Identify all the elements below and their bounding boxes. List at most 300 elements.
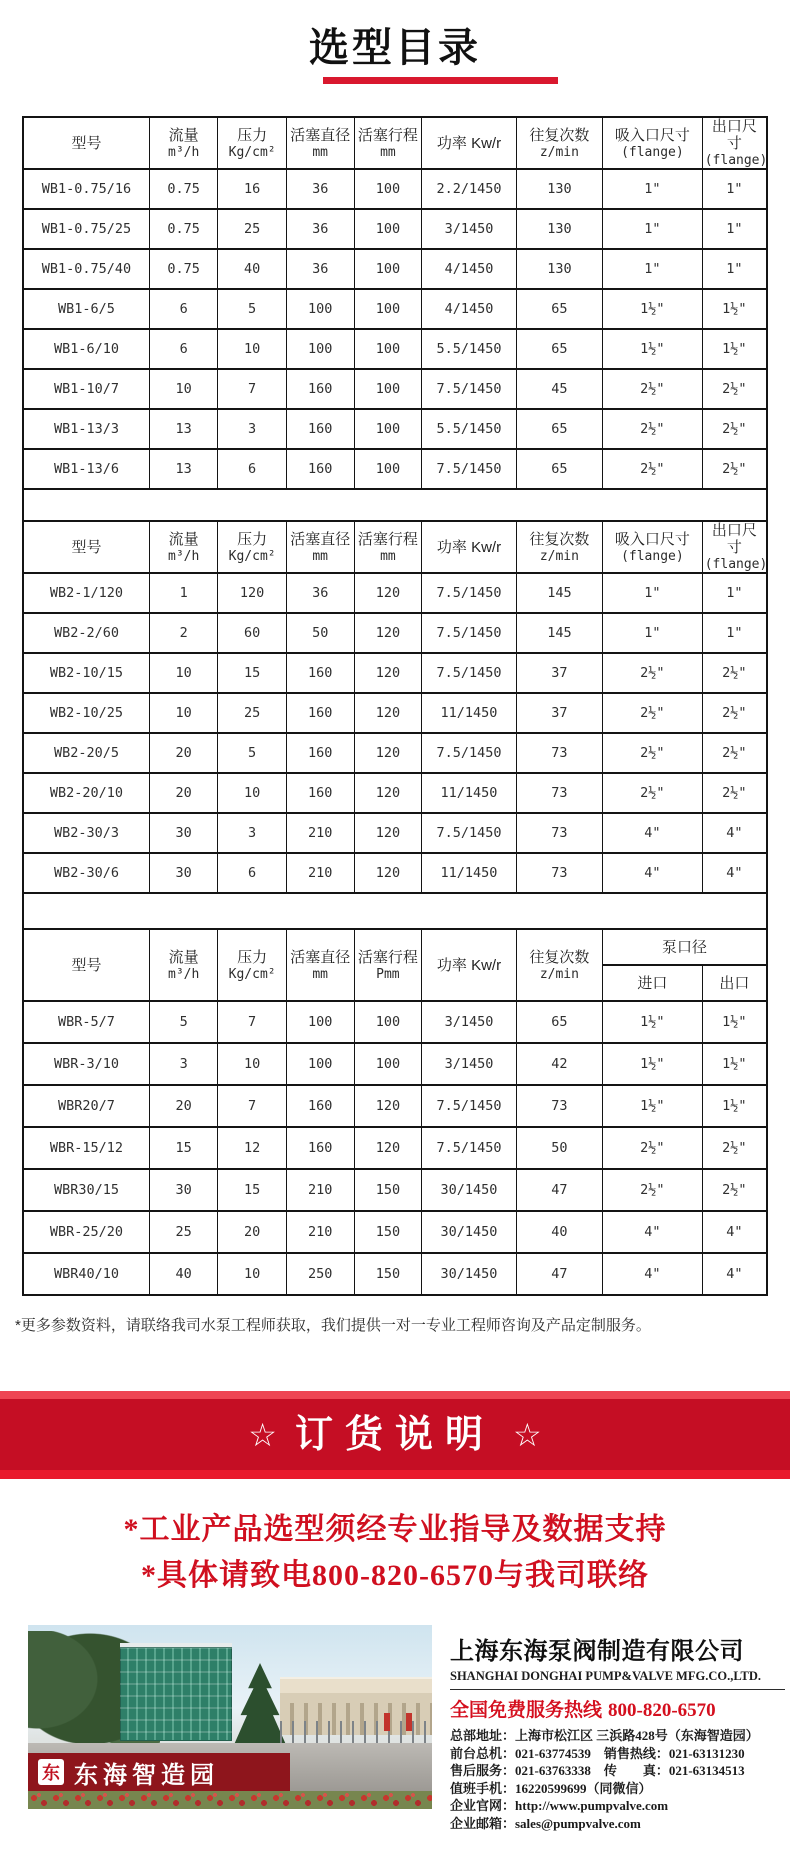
contact-line-website[interactable]: 企业官网：http://www.pumpvalve.com bbox=[450, 1798, 669, 1813]
table-row bbox=[23, 169, 767, 209]
value-cell: 2½" bbox=[603, 1127, 703, 1169]
value-cell: 0.75 bbox=[149, 169, 217, 209]
value-cell: 37 bbox=[516, 693, 602, 733]
value-cell: 20 bbox=[149, 733, 217, 773]
table-row bbox=[23, 653, 767, 693]
table-row bbox=[23, 1211, 767, 1253]
value-cell: 7 bbox=[218, 1085, 286, 1127]
value-cell: 2½" bbox=[702, 1169, 767, 1211]
catalog-page bbox=[0, 16, 790, 1832]
spec-table-wb2 bbox=[22, 520, 768, 894]
table-row bbox=[23, 249, 767, 289]
value-cell: 1½" bbox=[702, 1043, 767, 1085]
value-cell: 2½" bbox=[603, 733, 703, 773]
value-cell: 73 bbox=[516, 733, 602, 773]
spec-table-wb1 bbox=[22, 116, 768, 490]
value-cell: 2½" bbox=[702, 653, 767, 693]
star-icon: ☆ bbox=[248, 1417, 277, 1453]
order-notice-banner bbox=[0, 1391, 790, 1479]
value-cell: 4" bbox=[603, 1253, 703, 1295]
value-cell: 7.5/1450 bbox=[422, 1085, 516, 1127]
table-row bbox=[23, 369, 767, 409]
col-header-pressure: 压力 Kg/cm² bbox=[218, 521, 286, 573]
value-cell: 120 bbox=[354, 653, 422, 693]
value-cell: 11/1450 bbox=[422, 853, 516, 893]
value-cell: 130 bbox=[516, 169, 602, 209]
model-cell: WB1-6/10 bbox=[23, 329, 149, 369]
header-row bbox=[23, 117, 767, 169]
value-cell: 120 bbox=[354, 1085, 422, 1127]
value-cell: 5.5/1450 bbox=[422, 409, 516, 449]
value-cell: 7.5/1450 bbox=[422, 653, 516, 693]
col-header-outlet: 出口尺寸 (flange) bbox=[702, 117, 767, 169]
model-cell: WB1-0.75/16 bbox=[23, 169, 149, 209]
value-cell: 100 bbox=[286, 289, 354, 329]
model-cell: WB1-13/6 bbox=[23, 449, 149, 489]
value-cell: 3 bbox=[149, 1043, 217, 1085]
value-cell: 25 bbox=[218, 693, 286, 733]
header-row bbox=[23, 929, 767, 965]
value-cell: 7.5/1450 bbox=[422, 573, 516, 613]
value-cell: 2½" bbox=[702, 409, 767, 449]
col-header-flow: 流量 m³/h bbox=[149, 929, 217, 1001]
value-cell: 3 bbox=[218, 813, 286, 853]
col-header-piston-stroke: 活塞行程 mm bbox=[354, 117, 422, 169]
value-cell: 1" bbox=[702, 573, 767, 613]
red-flag-art bbox=[384, 1713, 390, 1731]
value-cell: 1½" bbox=[603, 1043, 703, 1085]
value-cell: 3/1450 bbox=[422, 209, 516, 249]
table-row bbox=[23, 613, 767, 653]
notice-lines bbox=[0, 1509, 790, 1597]
model-cell: WB2-10/25 bbox=[23, 693, 149, 733]
notice-line: *工业产品选型须经专业指导及数据支持 bbox=[123, 1513, 667, 1546]
value-cell: 16 bbox=[218, 169, 286, 209]
col-header-suction: 吸入口尺寸 (flange) bbox=[603, 117, 703, 169]
glass-building-art bbox=[120, 1643, 232, 1741]
value-cell: 2½" bbox=[603, 369, 703, 409]
value-cell: 50 bbox=[516, 1127, 602, 1169]
value-cell: 100 bbox=[354, 169, 422, 209]
table-gap bbox=[22, 490, 768, 520]
table-row bbox=[23, 1085, 767, 1127]
col-header-piston-stroke: 活塞行程 mm bbox=[354, 521, 422, 573]
value-cell: 30/1450 bbox=[422, 1169, 516, 1211]
model-cell: WBR20/7 bbox=[23, 1085, 149, 1127]
value-cell: 120 bbox=[354, 733, 422, 773]
value-cell: 4" bbox=[702, 853, 767, 893]
hotline-label: 全国免费服务热线 bbox=[450, 1700, 603, 1721]
value-cell: 120 bbox=[354, 1127, 422, 1169]
value-cell: 160 bbox=[286, 409, 354, 449]
value-cell: 160 bbox=[286, 369, 354, 409]
value-cell: 25 bbox=[149, 1211, 217, 1253]
value-cell: 2½" bbox=[603, 409, 703, 449]
value-cell: 1½" bbox=[603, 289, 703, 329]
value-cell: 1" bbox=[603, 613, 703, 653]
value-cell: 210 bbox=[286, 853, 354, 893]
table-row bbox=[23, 209, 767, 249]
value-cell: 6 bbox=[149, 329, 217, 369]
table-gap bbox=[22, 894, 768, 928]
value-cell: 2½" bbox=[603, 773, 703, 813]
value-cell: 1½" bbox=[702, 1085, 767, 1127]
col-header-outlet: 出口尺寸 (flange) bbox=[702, 521, 767, 573]
value-cell: 13 bbox=[149, 409, 217, 449]
table-row bbox=[23, 693, 767, 733]
value-cell: 6 bbox=[149, 289, 217, 329]
table-row bbox=[23, 813, 767, 853]
col-header-power: 功率 Kw/r bbox=[422, 521, 516, 573]
value-cell: 11/1450 bbox=[422, 773, 516, 813]
value-cell: 65 bbox=[516, 329, 602, 369]
value-cell: 100 bbox=[354, 289, 422, 329]
value-cell: 2½" bbox=[702, 1127, 767, 1169]
value-cell: 210 bbox=[286, 1211, 354, 1253]
star-icon: ☆ bbox=[513, 1417, 542, 1453]
value-cell: 100 bbox=[354, 369, 422, 409]
value-cell: 73 bbox=[516, 1085, 602, 1127]
notice-line: *具体请致电800-820-6570与我司联络 bbox=[141, 1559, 649, 1592]
value-cell: 37 bbox=[516, 653, 602, 693]
value-cell: 10 bbox=[149, 369, 217, 409]
value-cell: 10 bbox=[218, 329, 286, 369]
table-row bbox=[23, 773, 767, 813]
model-cell: WBR-15/12 bbox=[23, 1127, 149, 1169]
value-cell: 1" bbox=[603, 573, 703, 613]
value-cell: 100 bbox=[354, 329, 422, 369]
value-cell: 120 bbox=[354, 853, 422, 893]
value-cell: 120 bbox=[354, 693, 422, 733]
table-row bbox=[23, 573, 767, 613]
contact-line-address: 总部地址：上海市松江区 三浜路428号（东海智造园） bbox=[450, 1728, 759, 1743]
value-cell: 120 bbox=[354, 573, 422, 613]
col-header-model: 型号 bbox=[23, 521, 149, 573]
model-cell: WB1-10/7 bbox=[23, 369, 149, 409]
donghai-logo: 东 bbox=[38, 1759, 64, 1785]
col-header-piston-dia: 活塞直径 mm bbox=[286, 521, 354, 573]
value-cell: 0.75 bbox=[149, 249, 217, 289]
value-cell: 210 bbox=[286, 813, 354, 853]
col-header-piston-dia: 活塞直径 mm bbox=[286, 117, 354, 169]
value-cell: 65 bbox=[516, 289, 602, 329]
value-cell: 100 bbox=[354, 449, 422, 489]
value-cell: 4" bbox=[603, 853, 703, 893]
value-cell: 160 bbox=[286, 693, 354, 733]
table-row bbox=[23, 1127, 767, 1169]
value-cell: 36 bbox=[286, 249, 354, 289]
contact-line-service-fax: 售后服务：021-63763338 传 真：021-63134513 bbox=[450, 1763, 745, 1778]
value-cell: 3/1450 bbox=[422, 1001, 516, 1043]
col-header-piston-stroke: 活塞行程 Pmm bbox=[354, 929, 422, 1001]
model-cell: WB2-20/10 bbox=[23, 773, 149, 813]
model-cell: WB1-6/5 bbox=[23, 289, 149, 329]
model-cell: WB2-1/120 bbox=[23, 573, 149, 613]
value-cell: 1½" bbox=[603, 329, 703, 369]
value-cell: 2½" bbox=[702, 733, 767, 773]
table-row bbox=[23, 449, 767, 489]
col-header-model: 型号 bbox=[23, 929, 149, 1001]
flower-bed-art bbox=[28, 1791, 432, 1809]
value-cell: 5 bbox=[218, 733, 286, 773]
value-cell: 5.5/1450 bbox=[422, 329, 516, 369]
value-cell: 3 bbox=[218, 409, 286, 449]
value-cell: 2.2/1450 bbox=[422, 169, 516, 209]
value-cell: 42 bbox=[516, 1043, 602, 1085]
page-title: 选型目录 bbox=[309, 26, 481, 70]
value-cell: 36 bbox=[286, 169, 354, 209]
footnote: *更多参数资料，请联络我司水泵工程师获取，我们提供一对一专业工程师咨询及产品定制服务。 bbox=[15, 1317, 651, 1334]
value-cell: 30 bbox=[149, 813, 217, 853]
value-cell: 73 bbox=[516, 813, 602, 853]
value-cell: 3/1450 bbox=[422, 1043, 516, 1085]
spec-tables bbox=[22, 116, 768, 1296]
value-cell: 60 bbox=[218, 613, 286, 653]
value-cell: 100 bbox=[354, 409, 422, 449]
value-cell: 40 bbox=[516, 1211, 602, 1253]
value-cell: 100 bbox=[354, 1001, 422, 1043]
value-cell: 12 bbox=[218, 1127, 286, 1169]
value-cell: 4" bbox=[702, 1211, 767, 1253]
col-header-power: 功率 Kw/r bbox=[422, 117, 516, 169]
value-cell: 1½" bbox=[702, 289, 767, 329]
value-cell: 25 bbox=[218, 209, 286, 249]
model-cell: WB2-20/5 bbox=[23, 733, 149, 773]
value-cell: 20 bbox=[149, 1085, 217, 1127]
table-row bbox=[23, 289, 767, 329]
value-cell: 120 bbox=[354, 813, 422, 853]
col-header-recip: 往复次数 z/min bbox=[516, 117, 602, 169]
value-cell: 130 bbox=[516, 209, 602, 249]
value-cell: 65 bbox=[516, 1001, 602, 1043]
value-cell: 100 bbox=[286, 1001, 354, 1043]
value-cell: 47 bbox=[516, 1253, 602, 1295]
hotline-number: 800-820-6570 bbox=[608, 1700, 716, 1721]
value-cell: 50 bbox=[286, 613, 354, 653]
value-cell: 10 bbox=[149, 693, 217, 733]
table-row bbox=[23, 853, 767, 893]
value-cell: 100 bbox=[286, 329, 354, 369]
col-header-flow: 流量 m³/h bbox=[149, 521, 217, 573]
col-header-pressure: 压力 Kg/cm² bbox=[218, 117, 286, 169]
value-cell: 120 bbox=[354, 773, 422, 813]
value-cell: 15 bbox=[218, 653, 286, 693]
table-row bbox=[23, 1169, 767, 1211]
col-header-pressure: 压力 Kg/cm² bbox=[218, 929, 286, 1001]
park-sign-text: 东海智造园 bbox=[74, 1761, 219, 1789]
factory-photo bbox=[28, 1625, 432, 1809]
value-cell: 150 bbox=[354, 1253, 422, 1295]
value-cell: 30 bbox=[149, 1169, 217, 1211]
table-row bbox=[23, 329, 767, 369]
table-row bbox=[23, 733, 767, 773]
value-cell: 10 bbox=[218, 1043, 286, 1085]
col-header-model: 型号 bbox=[23, 117, 149, 169]
contact-line-email[interactable]: 企业邮箱：sales@pumpvalve.com bbox=[450, 1815, 641, 1831]
table-row bbox=[23, 1253, 767, 1295]
value-cell: 10 bbox=[149, 653, 217, 693]
table-row bbox=[23, 1043, 767, 1085]
value-cell: 160 bbox=[286, 1127, 354, 1169]
value-cell: 1" bbox=[603, 249, 703, 289]
value-cell: 2½" bbox=[603, 1169, 703, 1211]
value-cell: 7.5/1450 bbox=[422, 613, 516, 653]
value-cell: 0.75 bbox=[149, 209, 217, 249]
value-cell: 4" bbox=[702, 813, 767, 853]
footer bbox=[28, 1625, 790, 1832]
value-cell: 2½" bbox=[603, 653, 703, 693]
value-cell: 73 bbox=[516, 773, 602, 813]
hotline bbox=[450, 1695, 785, 1722]
value-cell: 45 bbox=[516, 369, 602, 409]
value-cell: 1½" bbox=[702, 1001, 767, 1043]
value-cell: 7 bbox=[218, 1001, 286, 1043]
value-cell: 1½" bbox=[603, 1085, 703, 1127]
value-cell: 160 bbox=[286, 1085, 354, 1127]
value-cell: 36 bbox=[286, 209, 354, 249]
col-header-power: 功率 Kw/r bbox=[422, 929, 516, 1001]
col-header-suction: 吸入口尺寸 (flange) bbox=[603, 521, 703, 573]
model-cell: WBR-5/7 bbox=[23, 1001, 149, 1043]
value-cell: 160 bbox=[286, 733, 354, 773]
value-cell: 6 bbox=[218, 853, 286, 893]
value-cell: 100 bbox=[354, 249, 422, 289]
col-header-pump-bore: 泵口径 bbox=[603, 929, 767, 965]
col-header-recip: 往复次数 z/min bbox=[516, 521, 602, 573]
value-cell: 30/1450 bbox=[422, 1253, 516, 1295]
value-cell: 40 bbox=[149, 1253, 217, 1295]
company-name-cn: 上海东海泵阀制造有限公司 bbox=[450, 1638, 744, 1665]
contact-line-mobile: 值班手机：16220599699（同微信） bbox=[450, 1780, 652, 1796]
header-row bbox=[23, 521, 767, 573]
value-cell: 120 bbox=[354, 613, 422, 653]
model-cell: WBR40/10 bbox=[23, 1253, 149, 1295]
model-cell: WB1-0.75/40 bbox=[23, 249, 149, 289]
value-cell: 2½" bbox=[702, 369, 767, 409]
value-cell: 160 bbox=[286, 653, 354, 693]
value-cell: 1½" bbox=[702, 329, 767, 369]
value-cell: 30 bbox=[149, 853, 217, 893]
value-cell: 1 bbox=[149, 573, 217, 613]
banner-title: 订货说明 bbox=[294, 1414, 495, 1456]
value-cell: 130 bbox=[516, 249, 602, 289]
value-cell: 2½" bbox=[702, 449, 767, 489]
value-cell: 20 bbox=[218, 1211, 286, 1253]
value-cell: 40 bbox=[218, 249, 286, 289]
value-cell: 7.5/1450 bbox=[422, 733, 516, 773]
value-cell: 1" bbox=[702, 613, 767, 653]
value-cell: 65 bbox=[516, 449, 602, 489]
value-cell: 150 bbox=[354, 1169, 422, 1211]
model-cell: WB1-13/3 bbox=[23, 409, 149, 449]
value-cell: 15 bbox=[149, 1127, 217, 1169]
table-row bbox=[23, 409, 767, 449]
value-cell: 6 bbox=[218, 449, 286, 489]
value-cell: 11/1450 bbox=[422, 693, 516, 733]
value-cell: 10 bbox=[218, 773, 286, 813]
title-underline bbox=[323, 77, 558, 84]
contact-block bbox=[450, 1625, 785, 1832]
value-cell: 36 bbox=[286, 573, 354, 613]
value-cell: 4/1450 bbox=[422, 289, 516, 329]
value-cell: 1" bbox=[603, 169, 703, 209]
value-cell: 15 bbox=[218, 1169, 286, 1211]
contact-line-phones: 前台总机：021-63774539 销售热线：021-63131230 bbox=[450, 1745, 745, 1761]
model-cell: WBR30/15 bbox=[23, 1169, 149, 1211]
divider bbox=[450, 1689, 785, 1690]
value-cell: 10 bbox=[218, 1253, 286, 1295]
value-cell: 2½" bbox=[603, 449, 703, 489]
value-cell: 145 bbox=[516, 613, 602, 653]
value-cell: 160 bbox=[286, 449, 354, 489]
model-cell: WBR-3/10 bbox=[23, 1043, 149, 1085]
value-cell: 210 bbox=[286, 1169, 354, 1211]
value-cell: 4" bbox=[603, 813, 703, 853]
value-cell: 30/1450 bbox=[422, 1211, 516, 1253]
value-cell: 1" bbox=[702, 169, 767, 209]
value-cell: 160 bbox=[286, 773, 354, 813]
value-cell: 4" bbox=[702, 1253, 767, 1295]
spec-table-wbr bbox=[22, 928, 768, 1296]
value-cell: 73 bbox=[516, 853, 602, 893]
model-cell: WB2-30/3 bbox=[23, 813, 149, 853]
col-header-inlet: 进口 bbox=[603, 965, 703, 1001]
value-cell: 5 bbox=[218, 289, 286, 329]
value-cell: 7.5/1450 bbox=[422, 813, 516, 853]
value-cell: 7.5/1450 bbox=[422, 1127, 516, 1169]
table-row bbox=[23, 1001, 767, 1043]
value-cell: 2½" bbox=[702, 693, 767, 733]
value-cell: 1" bbox=[702, 209, 767, 249]
value-cell: 7.5/1450 bbox=[422, 369, 516, 409]
value-cell: 2 bbox=[149, 613, 217, 653]
value-cell: 145 bbox=[516, 573, 602, 613]
park-sign bbox=[28, 1753, 290, 1791]
value-cell: 2½" bbox=[603, 693, 703, 733]
value-cell: 100 bbox=[354, 1043, 422, 1085]
value-cell: 7 bbox=[218, 369, 286, 409]
red-flag-art bbox=[406, 1713, 412, 1731]
col-header-outlet: 出口 bbox=[702, 965, 767, 1001]
value-cell: 65 bbox=[516, 409, 602, 449]
value-cell: 5 bbox=[149, 1001, 217, 1043]
model-cell: WB2-10/15 bbox=[23, 653, 149, 693]
col-header-recip: 往复次数 z/min bbox=[516, 929, 602, 1001]
value-cell: 150 bbox=[354, 1211, 422, 1253]
value-cell: 4/1450 bbox=[422, 249, 516, 289]
model-cell: WB2-30/6 bbox=[23, 853, 149, 893]
col-header-piston-dia: 活塞直径 mm bbox=[286, 929, 354, 1001]
value-cell: 1½" bbox=[603, 1001, 703, 1043]
model-cell: WB2-2/60 bbox=[23, 613, 149, 653]
value-cell: 120 bbox=[218, 573, 286, 613]
value-cell: 100 bbox=[354, 209, 422, 249]
model-cell: WB1-0.75/25 bbox=[23, 209, 149, 249]
value-cell: 47 bbox=[516, 1169, 602, 1211]
value-cell: 1" bbox=[603, 209, 703, 249]
value-cell: 4" bbox=[603, 1211, 703, 1253]
value-cell: 20 bbox=[149, 773, 217, 813]
value-cell: 13 bbox=[149, 449, 217, 489]
company-name-en: SHANGHAI DONGHAI PUMP&VALVE MFG.CO.,LTD. bbox=[450, 1669, 762, 1683]
value-cell: 7.5/1450 bbox=[422, 449, 516, 489]
value-cell: 2½" bbox=[702, 773, 767, 813]
value-cell: 250 bbox=[286, 1253, 354, 1295]
col-header-flow: 流量 m³/h bbox=[149, 117, 217, 169]
value-cell: 100 bbox=[286, 1043, 354, 1085]
value-cell: 1" bbox=[702, 249, 767, 289]
pine-tree-art bbox=[233, 1663, 287, 1747]
